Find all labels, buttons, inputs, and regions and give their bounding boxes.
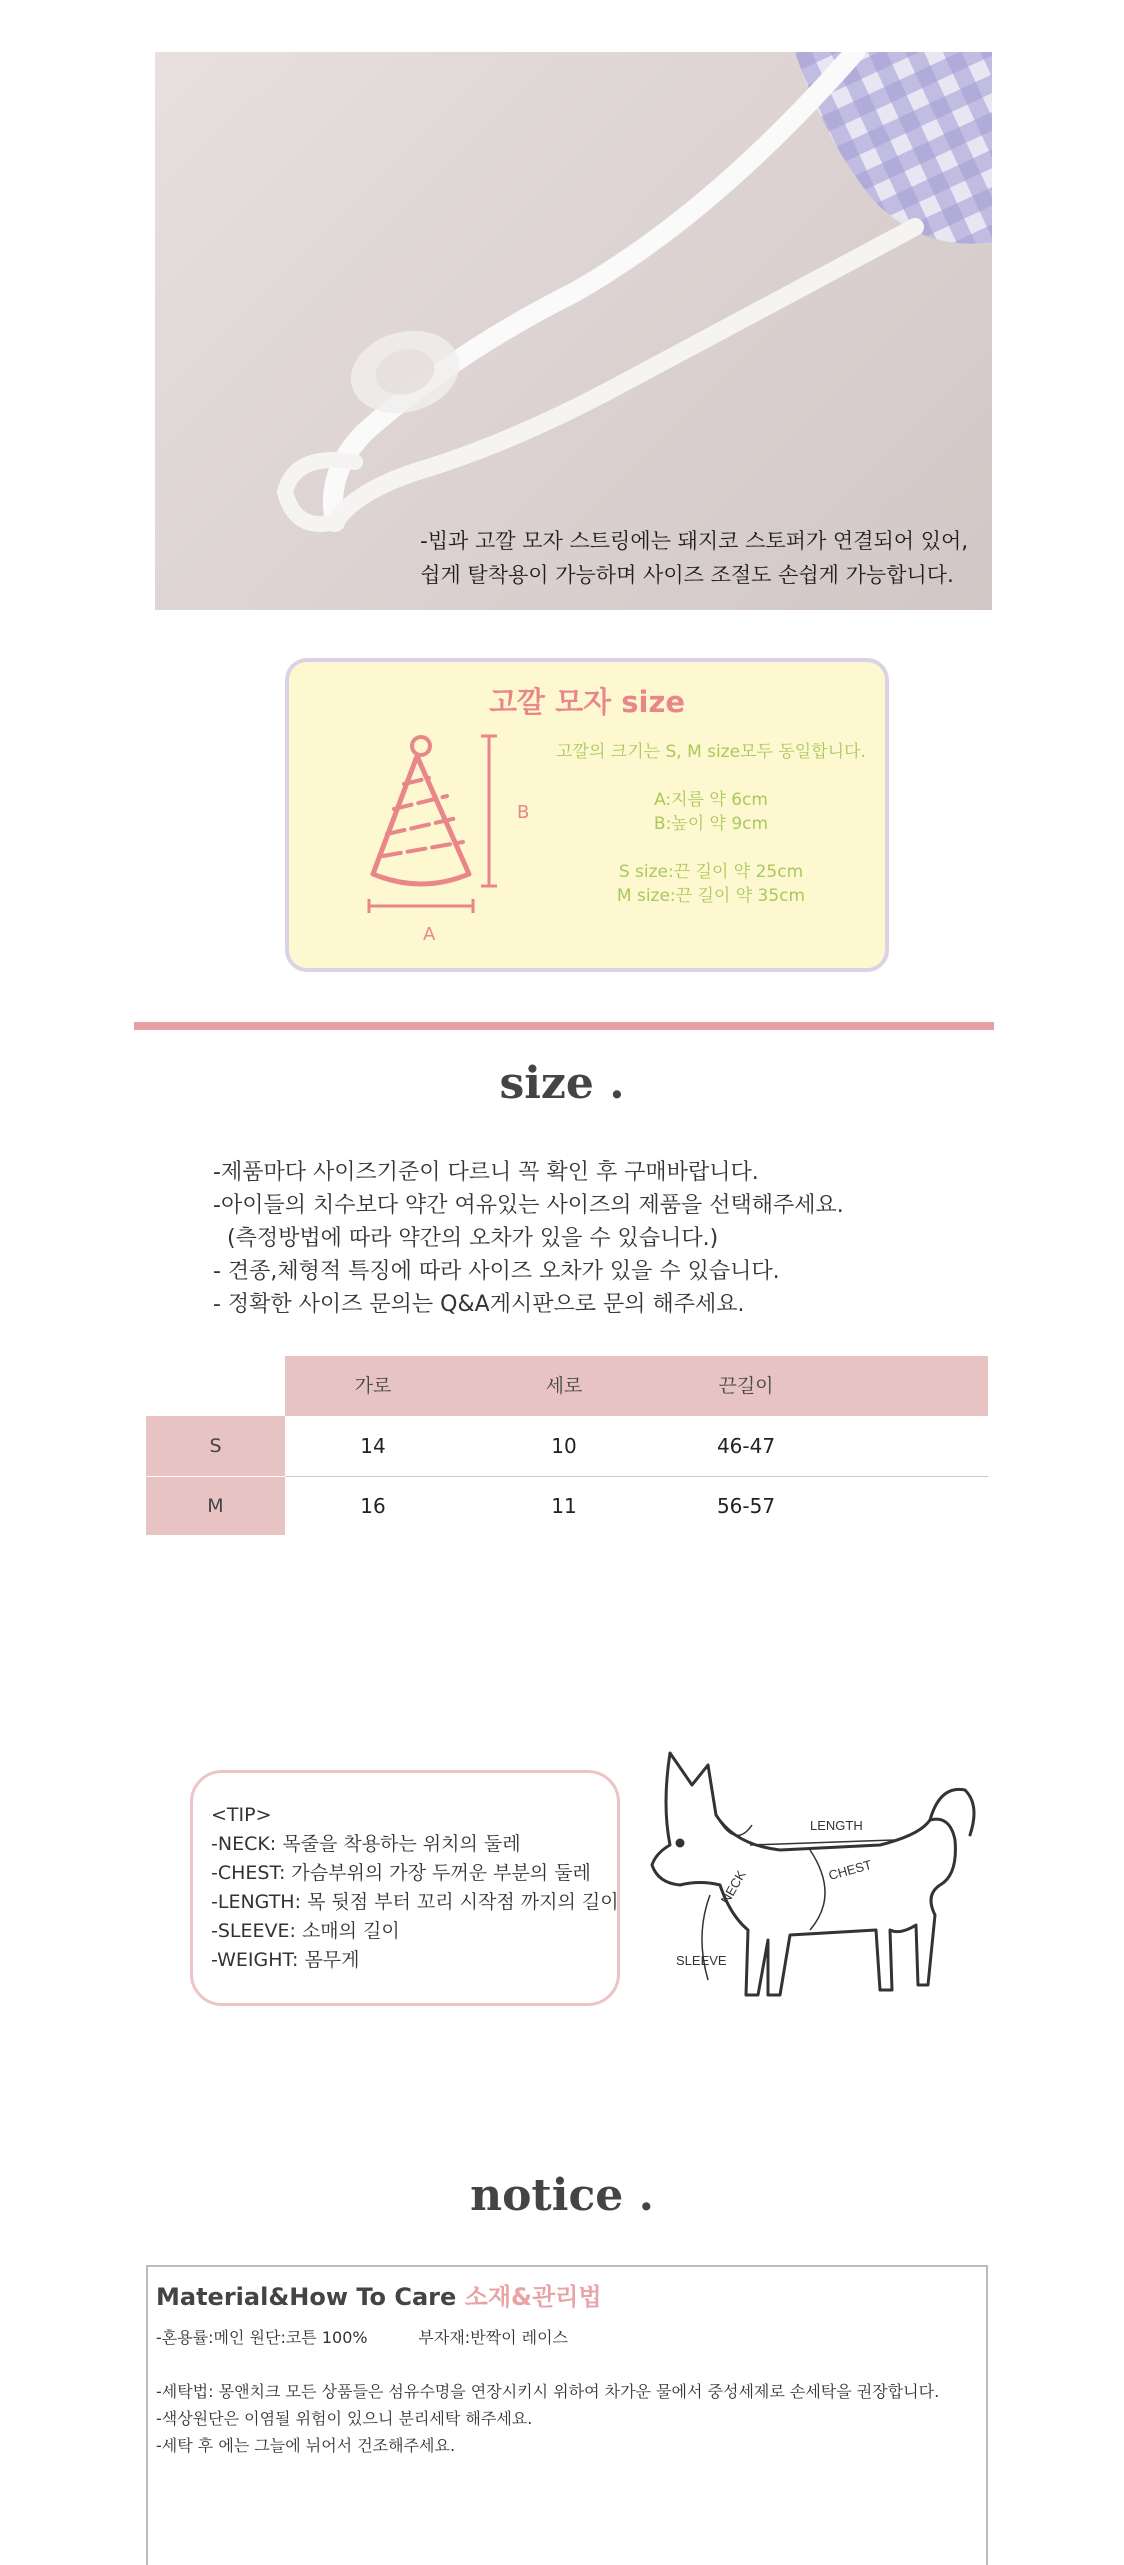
table-header-width: 가로 <box>354 1375 392 1397</box>
tip-line: -NECK: 목줄을 착용하는 위치의 둘레 <box>211 1833 521 1855</box>
caption-line: 쉽게 탈착용이 가능하며 사이즈 조절도 손쉽게 가능합니다. <box>420 563 954 587</box>
notice-heading-en: Material&How To Care <box>156 2283 457 2311</box>
hat-info-line: M size:끈 길이 약 35cm <box>616 886 806 906</box>
material-line: -혼용률:메인 원단:코튼 100% 부자재:반짝이 레이스 <box>156 2328 569 2347</box>
label-b: B <box>517 802 530 823</box>
table-row-label: S <box>146 1416 285 1476</box>
size-note: - 견종,체형적 특징에 따라 사이즈 오차가 있을 수 있습니다. <box>213 1259 780 1284</box>
table-cell: 16 <box>360 1494 386 1518</box>
notice-heading <box>156 2277 602 2312</box>
tip-text <box>211 1801 619 1975</box>
measurement-tip-box <box>190 1770 620 2006</box>
table-cell: 56-57 <box>716 1494 776 1518</box>
size-note: - 정확한 사이즈 문의는 Q&A게시판으로 문의 해주세요. <box>213 1292 745 1317</box>
table-header-height: 세로 <box>545 1375 583 1397</box>
table-cell: 46-47 <box>716 1434 776 1458</box>
table-row-label: M <box>146 1477 285 1535</box>
table-header-strap: 끈길이 <box>718 1375 774 1397</box>
notice-box <box>146 2265 988 2565</box>
table-cell: 14 <box>360 1434 386 1458</box>
notice-heading-kr: 소재&관리법 <box>456 2283 602 2311</box>
label-a: A <box>423 924 436 945</box>
tip-line: -WEIGHT: 몸무게 <box>211 1949 360 1971</box>
hat-info-line: A:지름 약 6cm <box>654 790 768 810</box>
neck-label: NECK <box>717 1867 749 1907</box>
care-line: -색상원단은 이염될 위험이 있으니 분리세탁 해주세요. <box>156 2409 533 2428</box>
dog-measurement-diagram <box>640 1745 980 2035</box>
care-line: -세탁법: 몽앤치크 모든 상품들은 섬유수명을 연장시키시 위하여 차가운 물에서 중성세제로 손세탁을 권장합니다. <box>156 2382 940 2401</box>
sleeve-label: SLEEVE <box>676 1953 727 1968</box>
size-note: (측정방법에 따라 약간의 오차가 있을 수 있습니다.) <box>213 1226 719 1251</box>
tip-line: <TIP> <box>211 1804 272 1826</box>
hat-size-card <box>285 658 889 972</box>
size-section-title: size . <box>499 1058 625 1109</box>
size-notes <box>213 1156 844 1321</box>
table-cell: 10 <box>551 1434 577 1458</box>
tip-line: -CHEST: 가슴부위의 가장 두꺼운 부분의 둘레 <box>211 1862 591 1884</box>
chest-label: CHEST <box>826 1857 874 1883</box>
hat-size-title: 고깔 모자 size <box>489 685 685 719</box>
length-label: LENGTH <box>810 1818 863 1833</box>
hat-info-line: B:높이 약 9cm <box>653 814 769 834</box>
tip-line: -LENGTH: 목 뒷점 부터 꼬리 시작점 까지의 길이 <box>211 1891 619 1913</box>
notice-section-title: notice . <box>470 2170 654 2221</box>
tip-line: -SLEEVE: 소매의 길이 <box>211 1920 400 1942</box>
care-line: -세탁 후 에는 그늘에 뉘어서 건조해주세요. <box>156 2436 456 2455</box>
hat-info-line: 고깔의 크기는 S, M size모두 동일합니다. <box>556 742 866 762</box>
size-note: -제품마다 사이즈기준이 다르니 꼭 확인 후 구매바랍니다. <box>213 1160 759 1185</box>
photo-caption <box>420 524 968 592</box>
product-photo <box>155 52 992 610</box>
caption-line: -빕과 고깔 모자 스트링에는 돼지코 스토퍼가 연결되어 있어, <box>420 529 968 553</box>
hat-info-line: S size:끈 길이 약 25cm <box>618 862 804 882</box>
table-cell: 11 <box>551 1494 577 1518</box>
size-note: -아이들의 치수보다 약간 여유있는 사이즈의 제품을 선택해주세요. <box>213 1193 844 1218</box>
section-divider <box>134 1022 994 1030</box>
party-hat-icon <box>359 734 509 954</box>
hat-size-info <box>551 740 871 908</box>
